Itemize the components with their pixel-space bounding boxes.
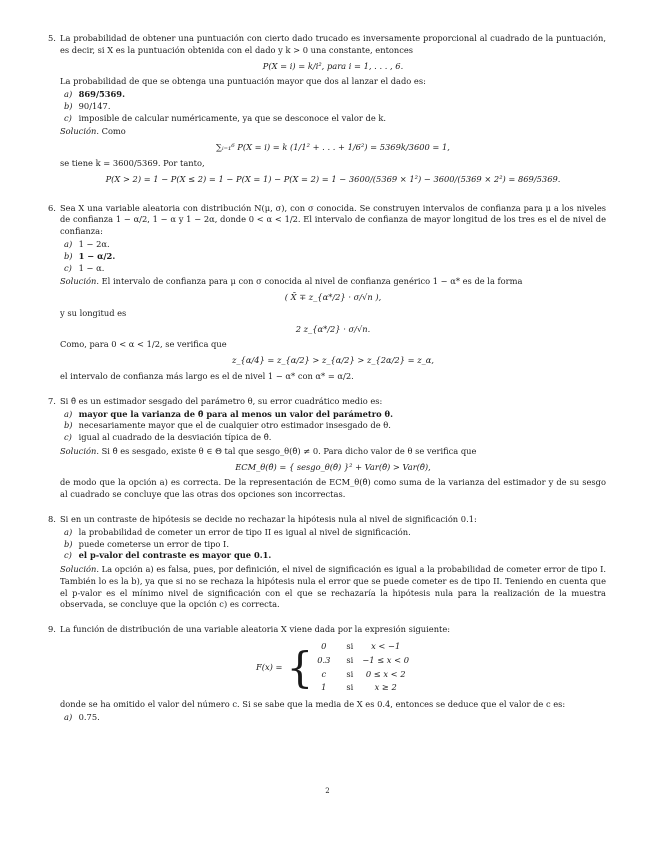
solution: Solución. Si θ̂ es sesgado, existe θ ∈ Θ tal que sesgo_θ(θ̂) ≠ 0. Para dicho valor de θ se verifica que bbox=[60, 445, 477, 456]
options-list bbox=[60, 527, 606, 562]
page-number: 2 bbox=[325, 787, 330, 795]
options-list bbox=[60, 409, 606, 444]
option-b: b) 1 − α/2. bbox=[64, 250, 116, 261]
question-intro: Si θ̂ es un estimador sesgado del parámetro θ, su error cuadrático medio es: bbox=[60, 395, 383, 406]
equation-ecm: ECM_θ(θ̂) = { sesgo_θ(θ̂) }² + Var(θ̂) > Var(θ̂), bbox=[235, 461, 431, 472]
piecewise-function bbox=[60, 640, 606, 695]
case-row: 0.3 si −1 ≤ x < 0 bbox=[317, 654, 409, 665]
page-content bbox=[48, 33, 606, 739]
option-a: a) 869/5369. bbox=[64, 89, 125, 100]
question-intro: La probabilidad de obtener una puntuación con cierto dado trucado es inversamente proporcional al cuadrado de la puntuación, es decir, si X es la puntuación obtenida con el dado y k > 0 una constante, entonces bbox=[60, 33, 606, 55]
option-a: a) mayor que la varianza de θ̂ para al menos un valor del parámetro θ. bbox=[64, 408, 393, 419]
option-c: c) imposible de calcular numéricamente, ya que se desconoce el valor de k. bbox=[64, 112, 387, 123]
case-row: 1 si x ≥ 2 bbox=[321, 682, 397, 693]
solution: Solución. Como bbox=[60, 126, 126, 137]
option-c: c) 1 − α. bbox=[64, 262, 105, 273]
left-brace: { bbox=[286, 642, 314, 692]
case-row: 0 si x < −1 bbox=[321, 641, 401, 652]
question-intro: Sea X una variable aleatoria con distribución N(μ, σ), con σ conocida. Se construyen intervalos de confianza para μ a los niveles de confianza 1 − α/2, 1 − α y 1 − 2α, donde 0 < α < 1/2. El intervalo de confianza de mayor longitud de los tres es el de nivel de confianza: bbox=[60, 202, 606, 237]
question-7 bbox=[48, 396, 606, 501]
question-intro: La función de distribución de una variable aleatoria X viene dada por la expresión siguiente: bbox=[60, 624, 451, 635]
question-number: 6. bbox=[48, 202, 56, 213]
solution: Solución. La opción a) es falsa, pues, por definición, el nivel de significación es igual a la probabilidad de cometer error de tipo I. También lo es la b), ya que si no se rechaza la hipótesis nula el error que se puede cometer es de tipo II. Teniendo en cuenta que el p-valor es el mínimo nivel de significación con el que se rechazaría la hipótesis nula para la realización de la muestra observada, se concluye que la opción c) es correcta. bbox=[60, 564, 606, 610]
option-a: a) 0.75. bbox=[64, 711, 100, 722]
option-a: a) 1 − 2α. bbox=[64, 238, 110, 249]
question-9 bbox=[48, 624, 606, 725]
formula: P(X = i) = k/i², para i = 1, . . . , 6. bbox=[262, 60, 404, 71]
question-text: donde se ha omitido el valor del número c. Si se sabe que la media de X es 0.4, entonces se deduce que el valor de c es: bbox=[60, 699, 566, 710]
solution-conclusion: el intervalo de confianza más largo es el de nivel 1 − α* con α* = α/2. bbox=[60, 370, 354, 381]
cases-table bbox=[317, 640, 410, 695]
solution: Solución. El intervalo de confianza para μ con σ conocida al nivel de confianza genérico 1 − α* es de la forma bbox=[60, 276, 523, 287]
equation-probability: P(X > 2) = 1 − P(X ≤ 2) = 1 − P(X = 1) − P(X = 2) = 1 − 3600/(5369 × 1²) − 3600/(5369 × 2²) = 869/5369. bbox=[105, 173, 561, 184]
option-b: b) 90/147. bbox=[64, 100, 111, 111]
question-intro: Si en un contraste de hipótesis se decide no rechazar la hipótesis nula al nivel de significación 0.1: bbox=[60, 514, 477, 524]
question-number: 9. bbox=[48, 624, 56, 635]
option-b: b) necesariamente mayor que el de cualquier otro estimador insesgado de θ. bbox=[64, 420, 391, 431]
options-list bbox=[60, 239, 606, 274]
options-list bbox=[60, 712, 606, 724]
equation-length: 2 z_{α*/2} · σ/√n. bbox=[295, 323, 371, 334]
case-row: c si 0 ≤ x < 2 bbox=[321, 668, 406, 679]
question-number: 7. bbox=[48, 395, 56, 406]
question-5 bbox=[48, 33, 606, 190]
equation-inequality: z_{α/4} = z_{α/2} > z_{α/2} > z_{2α/2} = z_α, bbox=[232, 355, 434, 366]
option-a: a) la probabilidad de cometer un error de tipo II es igual al nivel de significación. bbox=[64, 526, 411, 537]
equation-interval: ( X̄ ∓ z_{α*/2} · σ/√n ), bbox=[284, 292, 382, 303]
question-text: La probabilidad de que se obtenga una puntuación mayor que dos al lanzar el dado es: bbox=[60, 76, 426, 87]
option-b: b) puede cometerse un error de tipo I. bbox=[64, 538, 229, 549]
option-c: c) el p-valor del contraste es mayor que 0.1. bbox=[64, 550, 272, 561]
equation-sum: ∑ᵢ₌₁⁶ P(X = i) = k (1/1² + . . . + 1/6²) = 5369k/3600 = 1, bbox=[216, 142, 450, 153]
solution-conclusion: de modo que la opción a) es correcta. De la representación de ECM_θ(θ̂) como suma de la varianza del estimador y de su sesgo al cuadrado se concluye que las otras dos opciones son incorrectas. bbox=[60, 477, 606, 500]
question-number: 8. bbox=[48, 514, 56, 524]
solution-text: Como, para 0 < α < 1/2, se verifica que bbox=[60, 339, 227, 350]
question-number: 5. bbox=[48, 33, 56, 43]
question-8 bbox=[48, 514, 606, 611]
solution-text: y su longitud es bbox=[60, 307, 127, 318]
options-list bbox=[60, 89, 606, 124]
question-6 bbox=[48, 203, 606, 383]
fx-label: F(x) = bbox=[255, 661, 283, 672]
option-c: c) igual al cuadrado de la desviación típica de θ̂. bbox=[64, 432, 272, 443]
solution-text: se tiene k = 3600/5369. Por tanto, bbox=[60, 158, 205, 169]
